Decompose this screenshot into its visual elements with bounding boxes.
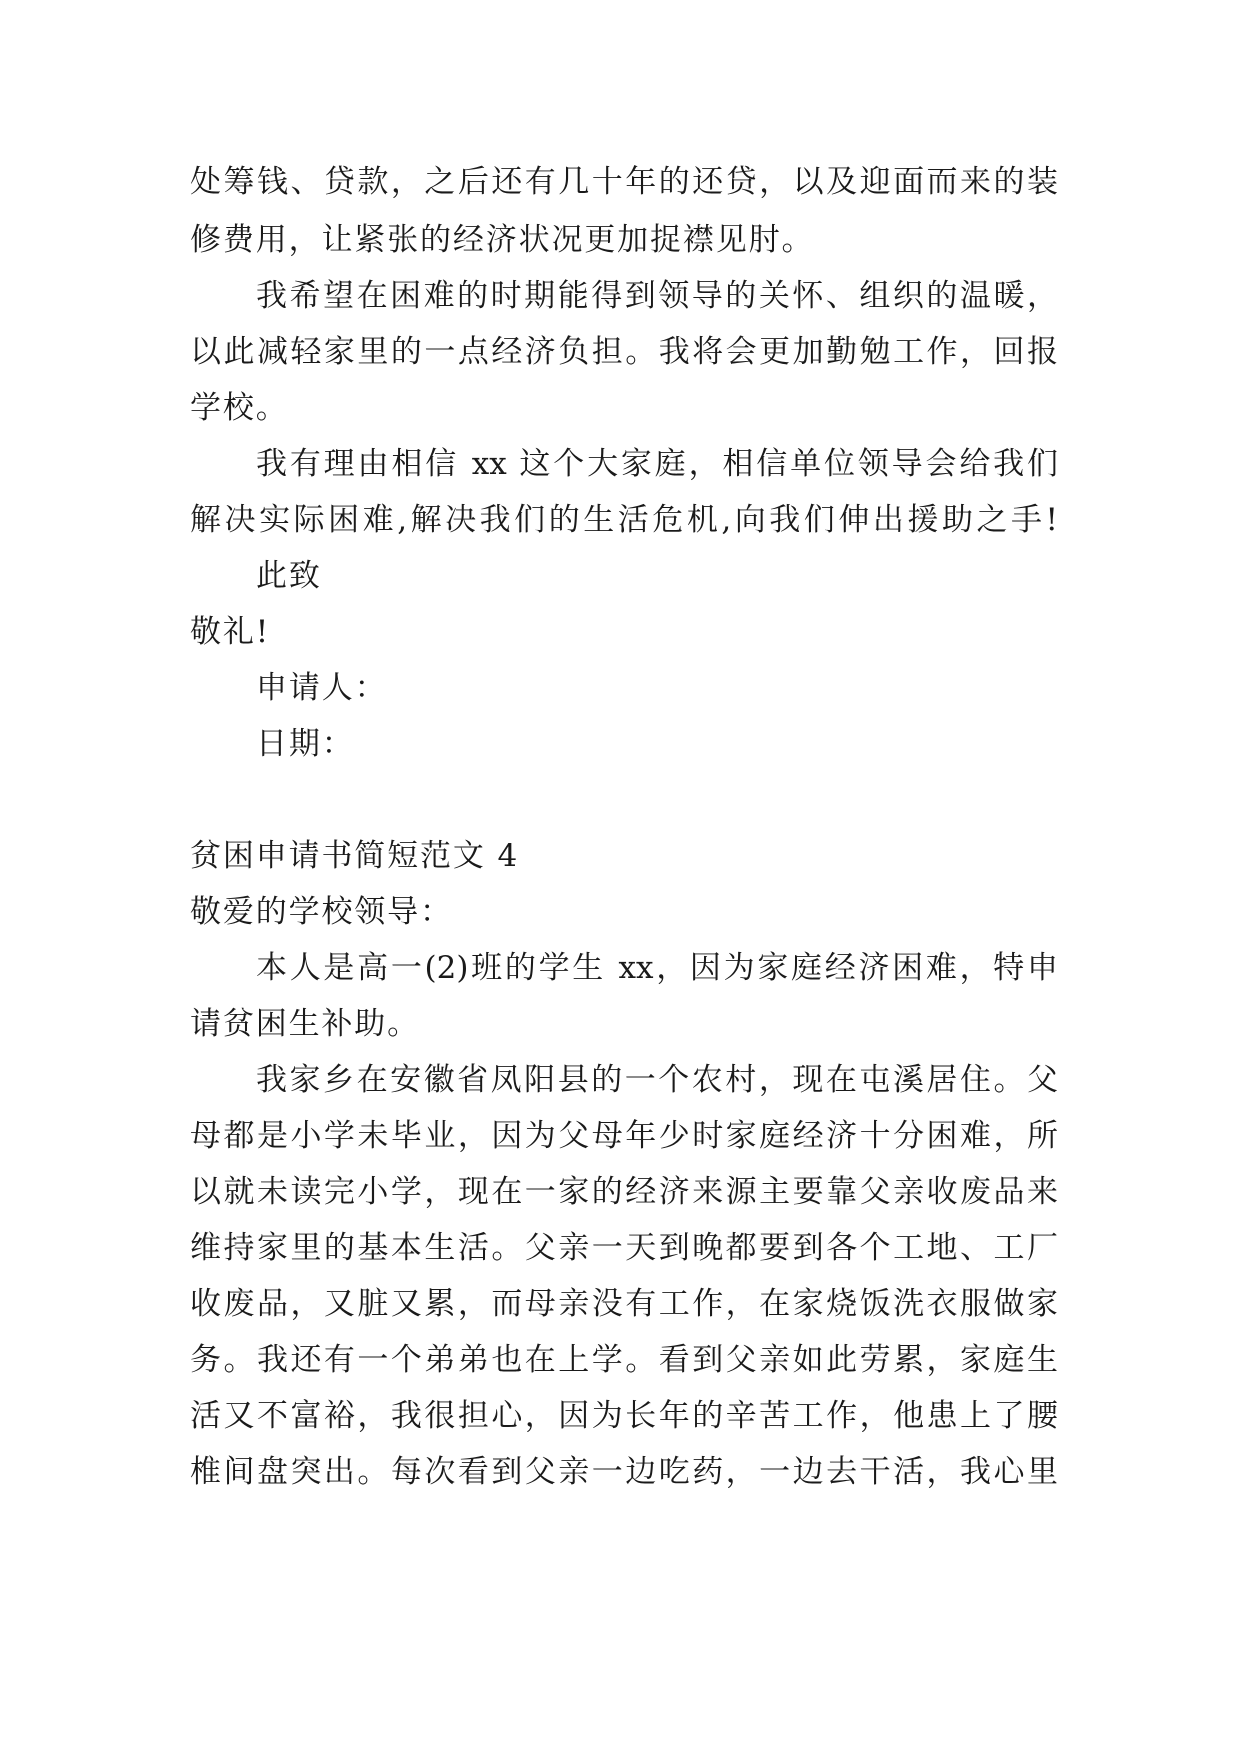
body-text-line: 学校。 [190,390,289,426]
body-text-line: 请贫困生补助。 [190,1006,421,1042]
body-text-line: 务。我还有一个弟弟也在上学。看到父亲如此劳累，家庭生 [190,1342,1058,1378]
body-text-line: 我有理由相信 xx 这个大家庭，相信单位领导会给我们 [256,446,1058,482]
body-text-line: 椎间盘突出。每次看到父亲一边吃药，一边去干活，我心里 [190,1454,1058,1490]
body-text-line: 以此减轻家里的一点经济负担。我将会更加勤勉工作，回报 [190,334,1058,370]
closing-salute: 敬礼! [190,614,271,650]
body-text-line: 活又不富裕，我很担心，因为长年的辛苦工作，他患上了腰 [190,1398,1058,1434]
salutation: 敬爱的学校领导： [190,894,453,930]
body-text-line: 维持家里的基本生活。父亲一天到晚都要到各个工地、工厂 [190,1230,1058,1266]
date-label: 日期： [256,726,355,762]
body-text-line: 收废品，又脏又累，而母亲没有工作，在家烧饭洗衣服做家 [190,1286,1058,1322]
body-text-line: 我希望在困难的时期能得到领导的关怀、组织的温暖， [256,278,1058,314]
body-text-line: 处筹钱、贷款，之后还有几十年的还贷，以及迎面而来的装 [190,164,1058,200]
body-text-line: 以就未读完小学，现在一家的经济来源主要靠父亲收废品来 [190,1174,1058,1210]
section-title: 贫困申请书简短范文 4 [190,838,520,874]
applicant-label: 申请人： [256,670,388,706]
body-text-line: 我家乡在安徽省凤阳县的一个农村，现在屯溪居住。父 [256,1062,1058,1098]
body-text-line: 修费用，让紧张的经济状况更加捉襟见肘。 [190,222,815,258]
closing-phrase: 此致 [256,558,322,594]
body-text-line: 解决实际困难,解决我们的生活危机,向我们伸出援助之手! [190,502,1058,538]
body-text-line: 本人是高一(2)班的学生 xx，因为家庭经济困难，特申 [256,950,1058,986]
body-text-line: 母都是小学未毕业，因为父母年少时家庭经济十分困难，所 [190,1118,1058,1154]
